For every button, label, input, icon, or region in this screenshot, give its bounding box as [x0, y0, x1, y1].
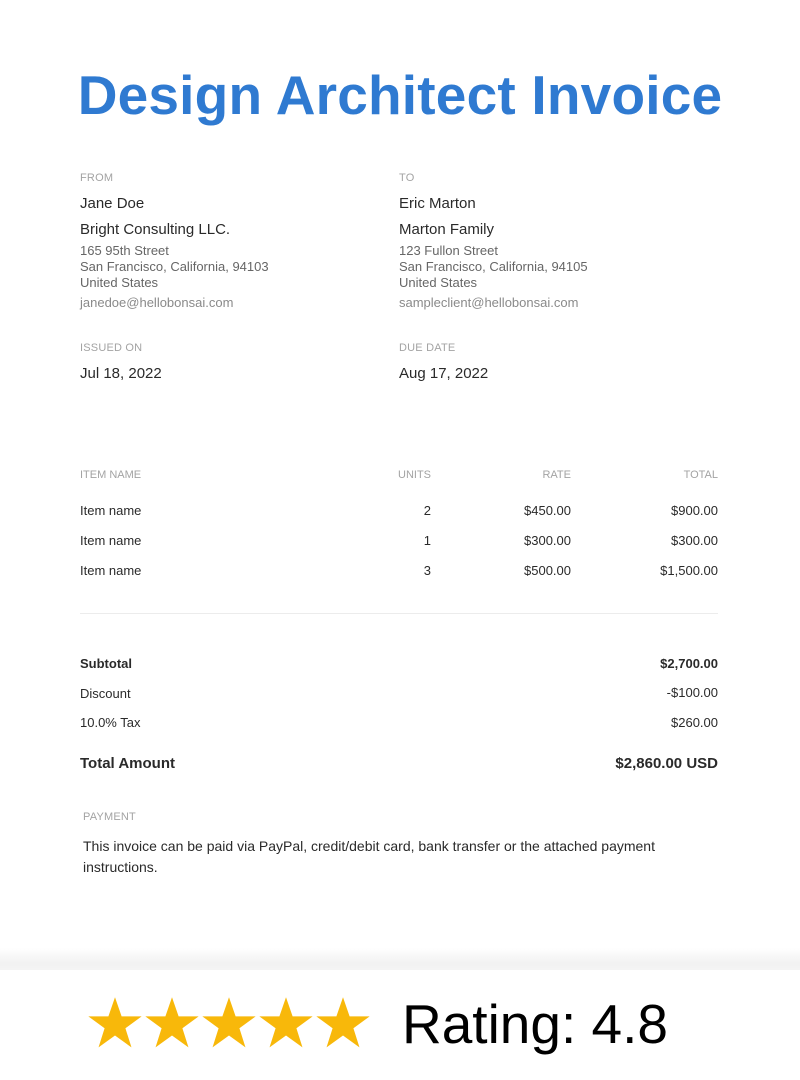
star-icon [144, 995, 200, 1051]
to-address-line3: United States [399, 275, 478, 290]
item-total: $1,500.00 [660, 563, 718, 578]
issued-label: ISSUED ON [80, 342, 143, 354]
rating-text: Rating: 4.8 [402, 993, 669, 1055]
total-label: Total Amount [80, 755, 175, 772]
header-units: UNITS [398, 469, 431, 481]
item-rate: $500.00 [524, 563, 571, 578]
from-label: FROM [80, 172, 114, 184]
item-rate: $300.00 [524, 533, 571, 548]
to-address-line2: San Francisco, California, 94105 [399, 259, 588, 274]
item-rate: $450.00 [524, 503, 571, 518]
item-name: Item name [80, 533, 142, 548]
issued-date: Jul 18, 2022 [80, 365, 162, 382]
item-name: Item name [80, 563, 142, 578]
from-name: Jane Doe [80, 195, 145, 212]
to-company: Marton Family [399, 221, 495, 238]
payment-label: PAYMENT [83, 811, 136, 823]
table-header [80, 469, 718, 489]
item-total: $900.00 [671, 503, 718, 518]
subtotal-label: Subtotal [80, 656, 132, 671]
item-units: 1 [423, 533, 431, 548]
discount-value: -$100.00 [666, 685, 718, 700]
to-email: sampleclient@hellobonsai.com [399, 295, 579, 310]
item-units: 2 [423, 503, 431, 518]
page-edge-shadow [0, 948, 800, 970]
item-total: $300.00 [671, 533, 718, 548]
tax-value: $260.00 [671, 715, 718, 730]
due-date: Aug 17, 2022 [399, 365, 489, 382]
total-value: $2,860.00 USD [615, 755, 718, 772]
to-label: TO [399, 172, 415, 184]
payment-instructions: This invoice can be paid via PayPal, credit/debit card, bank transfer or the attached payment instructions. [83, 838, 655, 875]
to-name: Eric Marton [399, 195, 476, 212]
item-units: 3 [423, 563, 431, 578]
from-company: Bright Consulting LLC. [80, 221, 231, 238]
table-row [80, 503, 718, 523]
items-divider [80, 613, 718, 614]
header-rate: RATE [542, 469, 571, 481]
item-name: Item name [80, 503, 142, 518]
to-address-line1: 123 Fullon Street [399, 243, 499, 258]
invoice-title: Design Architect Invoice [77, 64, 723, 126]
table-row [80, 563, 718, 583]
subtotal-value: $2,700.00 [660, 656, 718, 671]
rating-stars [87, 995, 371, 1051]
star-icon [258, 995, 314, 1051]
header-total: TOTAL [683, 469, 718, 481]
due-label: DUE DATE [399, 342, 456, 354]
table-row [80, 533, 718, 553]
star-icon [315, 995, 371, 1051]
tax-label: 10.0% Tax [80, 715, 141, 730]
discount-label: Discount [80, 686, 131, 701]
from-address-line3: United States [80, 275, 159, 290]
from-email: janedoe@hellobonsai.com [80, 295, 234, 310]
header-item-name: ITEM NAME [80, 469, 142, 481]
star-icon [87, 995, 143, 1051]
star-icon [201, 995, 257, 1051]
from-address-line2: San Francisco, California, 94103 [80, 259, 269, 274]
from-address-line1: 165 95th Street [80, 243, 169, 258]
